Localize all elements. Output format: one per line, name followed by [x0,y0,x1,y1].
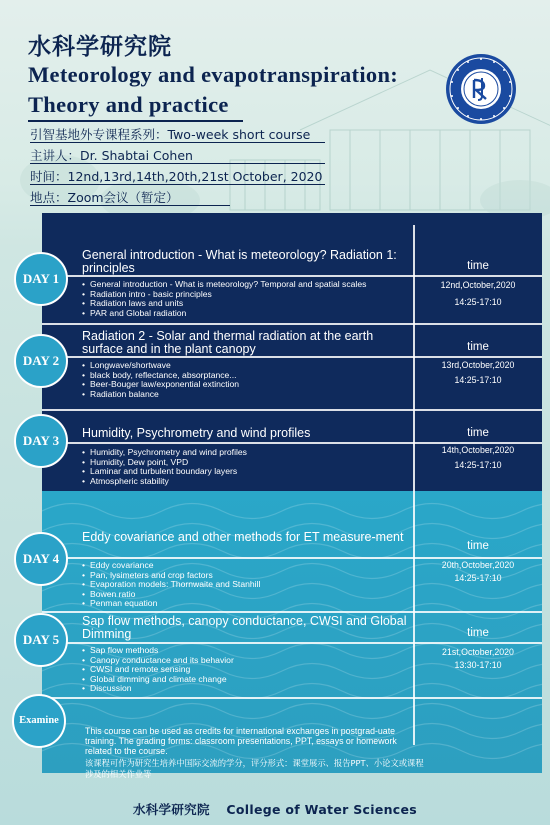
day1-date: 12nd,October,2020 [440,280,516,290]
list-item: • Atmospheric stability [82,477,412,487]
row-rule [42,356,542,358]
day5-badge: DAY 5 [14,613,68,667]
list-item: • PAR and Global radiation [82,309,412,319]
course-title-line1: Meteorology and evapotranspiration: [28,62,399,87]
list-item: • Laminar and turbulent boundary layers [82,467,412,477]
day2-topics [82,361,412,399]
day1-time-label: time [467,260,489,272]
row-rule [42,275,542,277]
schedule-panel [42,213,542,773]
day5-date: 21st,October,2020 [442,647,514,657]
info-rule [30,142,325,143]
institute-title-cn: 水科学研究院 [28,34,172,60]
list-item: • black body, reflectance, absorptance... [82,371,412,381]
day1-topics [82,280,412,318]
list-item: • Pan, lysimeters and crop factors [82,571,412,581]
list-item: • Humidity, Psychrometry and wind profiles [82,448,412,458]
day5-topics [82,646,412,694]
info-rule [30,163,325,164]
day4-topics [82,561,412,609]
info-rule [30,184,325,185]
university-seal-icon [444,52,518,126]
day5-hours: 13:30-17:10 [454,660,502,670]
list-item: • Global dimming and climate change [82,675,412,685]
list-item: • CWSI and remote sensing [82,665,412,675]
footer-en: College of Water Sciences [226,802,418,817]
list-item: • Evaporation models: Thornwaite and Stanhill [82,580,412,590]
list-item: • Radiation intro - basic principles [82,290,412,300]
exam-description-cn: 该课程可作为研究生培养中国际交流的学分，评分形式：课堂展示、报告PPT、小论文或课程涉及的相关作业等 [85,758,424,779]
day4-badge: DAY 4 [14,532,68,586]
row-rule [42,642,542,644]
day2-hours: 14:25-17:10 [454,375,502,385]
day3-badge: DAY 3 [14,414,68,468]
row-rule [42,442,542,444]
exam-description-en: This course can be used as credits for international exchanges in postgrad-uate training. The grading forms: classroom presentations, PPT, essays or homework related to the course. [85,726,397,756]
day3-time-label: time [467,427,489,439]
list-item: • Eddy covariance [82,561,412,571]
day3-hours: 14:25-17:10 [454,460,502,470]
list-item: • Longwave/shortwave [82,361,412,371]
schedule-dates: 时间：12nd,13rd,14th,20th,21st October, 2020 [30,169,323,184]
day3-date: 14th,October,2020 [441,445,515,455]
list-item: • Penman equation [82,599,412,609]
list-item: • Bowen ratio [82,590,412,600]
course-series: 引智基地外专课程系列：Two-week short course [30,127,311,142]
list-item: • Humidity, Dew point, VPD [82,458,412,468]
day2-badge: DAY 2 [14,334,68,388]
day1-hours: 14:25-17:10 [454,297,502,307]
list-item: • Beer-Bouger law/exponential extinction [82,380,412,390]
info-rule [30,205,230,206]
row-rule [42,611,542,613]
day1-title: General introduction - What is meteorology? Radiation 1: principles [82,248,397,275]
day4-hours: 14:25-17:10 [454,573,502,583]
row-rule [42,557,542,559]
day1-badge: DAY 1 [14,252,68,306]
location: 地点：Zoom会议（暂定） [30,190,179,205]
day5-title: Sap flow methods, canopy conductance, CWSI and Global Dimming [82,614,407,641]
footer [0,800,550,818]
day3-title: Humidity, Psychrometry and wind profiles [82,426,311,440]
row-rule [42,697,542,699]
footer-cn: 水科学研究院 [132,802,210,817]
day2-date: 13rd,October,2020 [441,360,515,370]
day4-title: Eddy covariance and other methods for ET measure-ment [82,530,404,544]
exam-badge: Examine [12,694,66,748]
list-item: • Radiation laws and units [82,299,412,309]
list-item: • Radiation balance [82,390,412,400]
day4-date: 20th,October,2020 [441,560,515,570]
title-underline [28,120,243,122]
course-title-line2: Theory and practice [28,92,229,117]
row-rule [42,409,542,411]
lecturer: 主讲人：Dr. Shabtai Cohen [30,148,193,163]
day2-time-label: time [467,341,489,353]
list-item: • Sap flow methods [82,646,412,656]
day5-time-label: time [467,627,489,639]
list-item: • Discussion [82,684,412,694]
list-item: • Canopy conductance and its behavior [82,656,412,666]
list-item: • General introduction - What is meteorology? Temporal and spatial scales [82,280,412,290]
day2-title: Radiation 2 - Solar and thermal radiation at the earth surface and in the plant canopy [82,329,374,356]
row-rule [42,323,542,325]
day4-time-label: time [467,540,489,552]
day3-topics [82,448,412,486]
